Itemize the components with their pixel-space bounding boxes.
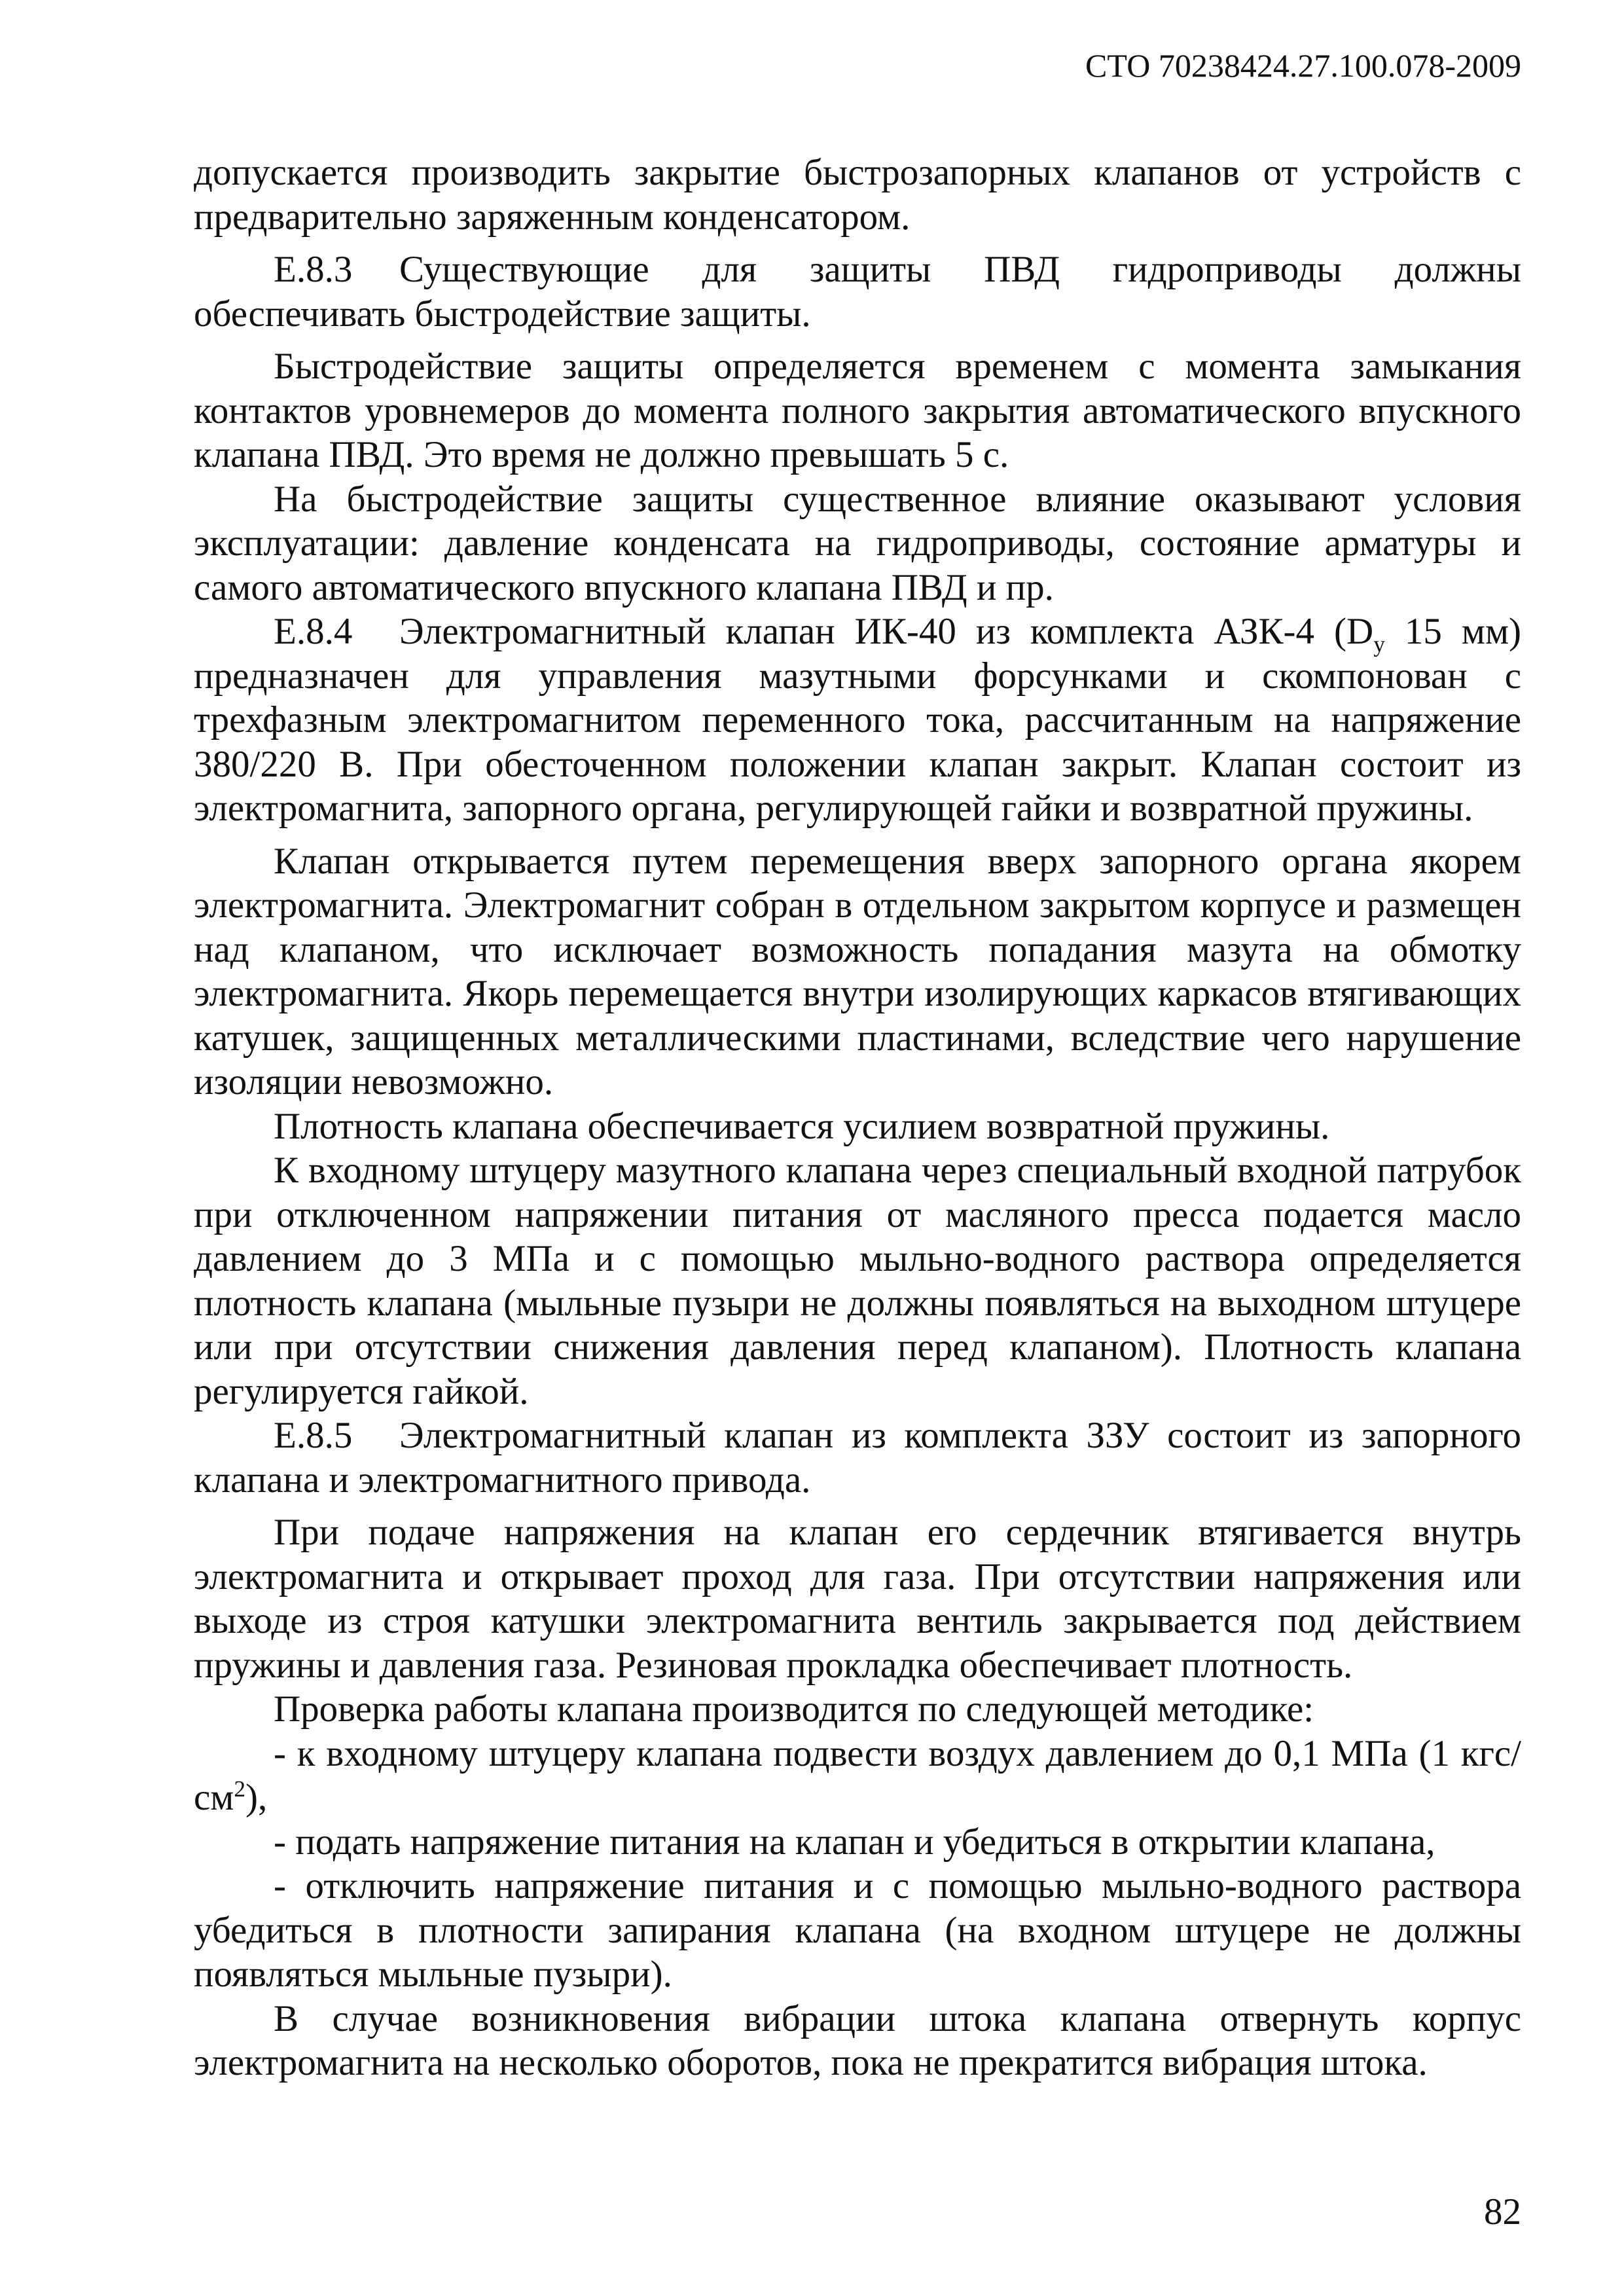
paragraph-valve-opening: Клапан открывается путем перемещения вверх запорного органа якорем электромагнита. Электромагнит собран в отдельном закрытом корпусе и размещен над клапаном, что исключает возможность попадания мазута на обмотку электромагнита. Якорь перемещается внутри изолирующих каркасов втягивающих катушек, защищенных металлическими пластинами, вследствие чего нарушение изоляции невозможно. (194, 840, 1521, 1102)
section-number: Е.8.4 (274, 611, 353, 652)
paragraph-tightness-test: К входному штуцеру мазутного клапана через специальный входной патрубок при отключенном напряжении питания от масляного пресса подается масло давлением до 3 МПа и с помощью мыльно-водного раствора определяется плотность клапана (мыльные пузыри не должны появляться на выходном штуцере или при отсутствии снижения давления перед клапаном). Плотность клапана регулируется гайкой. (194, 1150, 1521, 1412)
paragraph-protection-speed: Быстродействие защиты определяется временем с момента замыкания контактов уровнемеров до момента полного закрытия автоматического впускного клапана ПВД. Это время не должно превышать 5 с. (194, 346, 1521, 475)
paragraph-text-continued: 15 мм) предназначен для управления мазутными форсунками и скомпонован с трехфазным электромагнитом переменного тока, рассчитанным на напряжение 380/220 В. При обесточенном положении клапан закрыт. Клапан состоит из электромагнита, запорного органа, регулирующей гайки и возвратной пружины. (194, 611, 1521, 829)
list-item-disconnect-voltage: - отключить напряжение питания и с помощью мыльно-водного раствора убедиться в плотности запирания клапана (на входном штуцере не должны появляться мыльные пузыри). (194, 1865, 1521, 1995)
paragraph-check-method: Проверка работы клапана производится по следующей методике: (274, 1688, 1314, 1730)
paragraph-text: Существующие для защиты ПВД гидроприводы должны обеспечивать быстродействие защиты. (194, 249, 1521, 335)
paragraph-valve-tightness: Плотность клапана обеспечивается усилием возвратной пружины. (274, 1105, 1330, 1147)
paragraph-e-8-5 (194, 1413, 1521, 1502)
subscript: у (1373, 631, 1385, 657)
paragraph-continuation: допускается производить закрытие быстрозапорных клапанов от устройств с предварительно заряженным конденсатором. (194, 152, 1521, 238)
list-item-apply-voltage: - подать напряжение питания на клапан и убедиться в открытии клапана, (274, 1821, 1435, 1863)
section-number: Е.8.5 (274, 1415, 353, 1456)
paragraph-voltage-applied: При подаче напряжения на клапан его сердечник втягивается внутрь электромагнита и открывает проход для газа. При отсутствии напряжения или выходе из строя катушки электромагнита вентиль закрывается под действием пружины и давления газа. Резиновая прокладка обеспечивает плотность. (194, 1512, 1521, 1686)
document-code-header: СТО 70238424.27.100.078-2009 (1085, 47, 1521, 84)
paragraph-vibration: В случае возникновения вибрации штока клапана отвернуть корпус электромагнита на несколько оборотов, пока не прекратится вибрация штока. (194, 1997, 1521, 2083)
paragraph-operating-conditions: На быстродействие защиты существенное влияние оказывают условия эксплуатации: давление конденсата на гидроприводы, состояние арматуры и самого автоматического впускного клапана ПВД и пр. (194, 478, 1521, 608)
superscript: 2 (234, 1776, 246, 1802)
paragraph-e-8-4 (194, 610, 1521, 831)
paragraph-e-8-3 (194, 247, 1521, 336)
paragraph-text: Электромагнитный клапан ИК-40 из комплекта АЗК-4 (D (399, 611, 1374, 652)
list-item-air-pressure (194, 1732, 1521, 1820)
page-number: 82 (1484, 2191, 1521, 2232)
page-body (194, 151, 1521, 2085)
list-item-text: - к входному штуцеру клапана подвести воздух давлением до 0,1 МПа (1 кгс/см (194, 1732, 1521, 1818)
list-item-text-end: ), (245, 1777, 268, 1818)
section-number: Е.8.3 (274, 249, 353, 290)
paragraph-text: Электромагнитный клапан из комплекта ЗЗУ состоит из запорного клапана и электромагнитного привода. (194, 1415, 1521, 1501)
